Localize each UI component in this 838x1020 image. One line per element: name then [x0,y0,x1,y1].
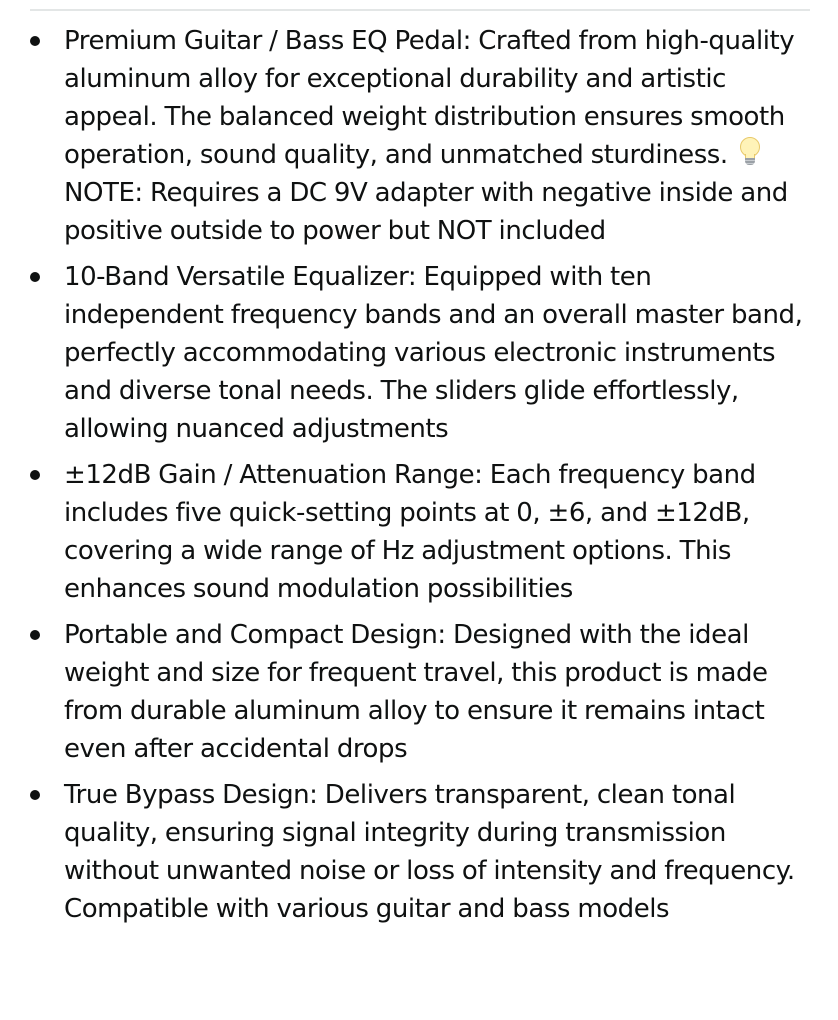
bullet-icon [30,470,40,480]
section-divider [30,9,810,11]
bullet-icon [30,790,40,800]
list-item [0,616,812,768]
list-item [0,776,812,928]
feature-text: True Bypass Design: Delivers transparent, clean tonal quality, ensuring signal integrity during transmission without unwanted noise or loss of intensity and frequency. Compatible with various guitar and bass models [64,780,795,924]
feature-bullet-list [0,22,812,936]
bullet-icon [30,630,40,640]
list-item [0,456,812,608]
bullet-icon [30,272,40,282]
feature-text: 10-Band Versatile Equalizer: Equipped with ten independent frequency bands and an overall master band, perfectly accommodating various electronic instruments and diverse tonal needs. The sliders glide effortlessly, allowing nuanced adjustments [64,262,803,444]
feature-text: Premium Guitar / Bass EQ Pedal: Crafted from high-quality aluminum alloy for exceptional durability and artistic appeal. The balanced weight distribution ensures smooth operation, sound quality, and unmatched sturdiness. [64,26,795,170]
list-item [0,22,812,250]
list-item [0,258,812,448]
light-bulb-icon [739,137,761,167]
feature-text: Portable and Compact Design: Designed with the ideal weight and size for frequent travel, this product is made from durable aluminum alloy to ensure it remains intact even after accidental drops [64,620,768,764]
feature-text: ±12dB Gain / Attenuation Range: Each frequency band includes five quick-setting points at 0, ±6, and ±12dB, covering a wide range of Hz adjustment options. This enhances sound modulation possibilities [64,460,756,604]
feature-note: NOTE: Requires a DC 9V adapter with negative inside and positive outside to power but NOT included [64,178,788,246]
bullet-icon [30,36,40,46]
